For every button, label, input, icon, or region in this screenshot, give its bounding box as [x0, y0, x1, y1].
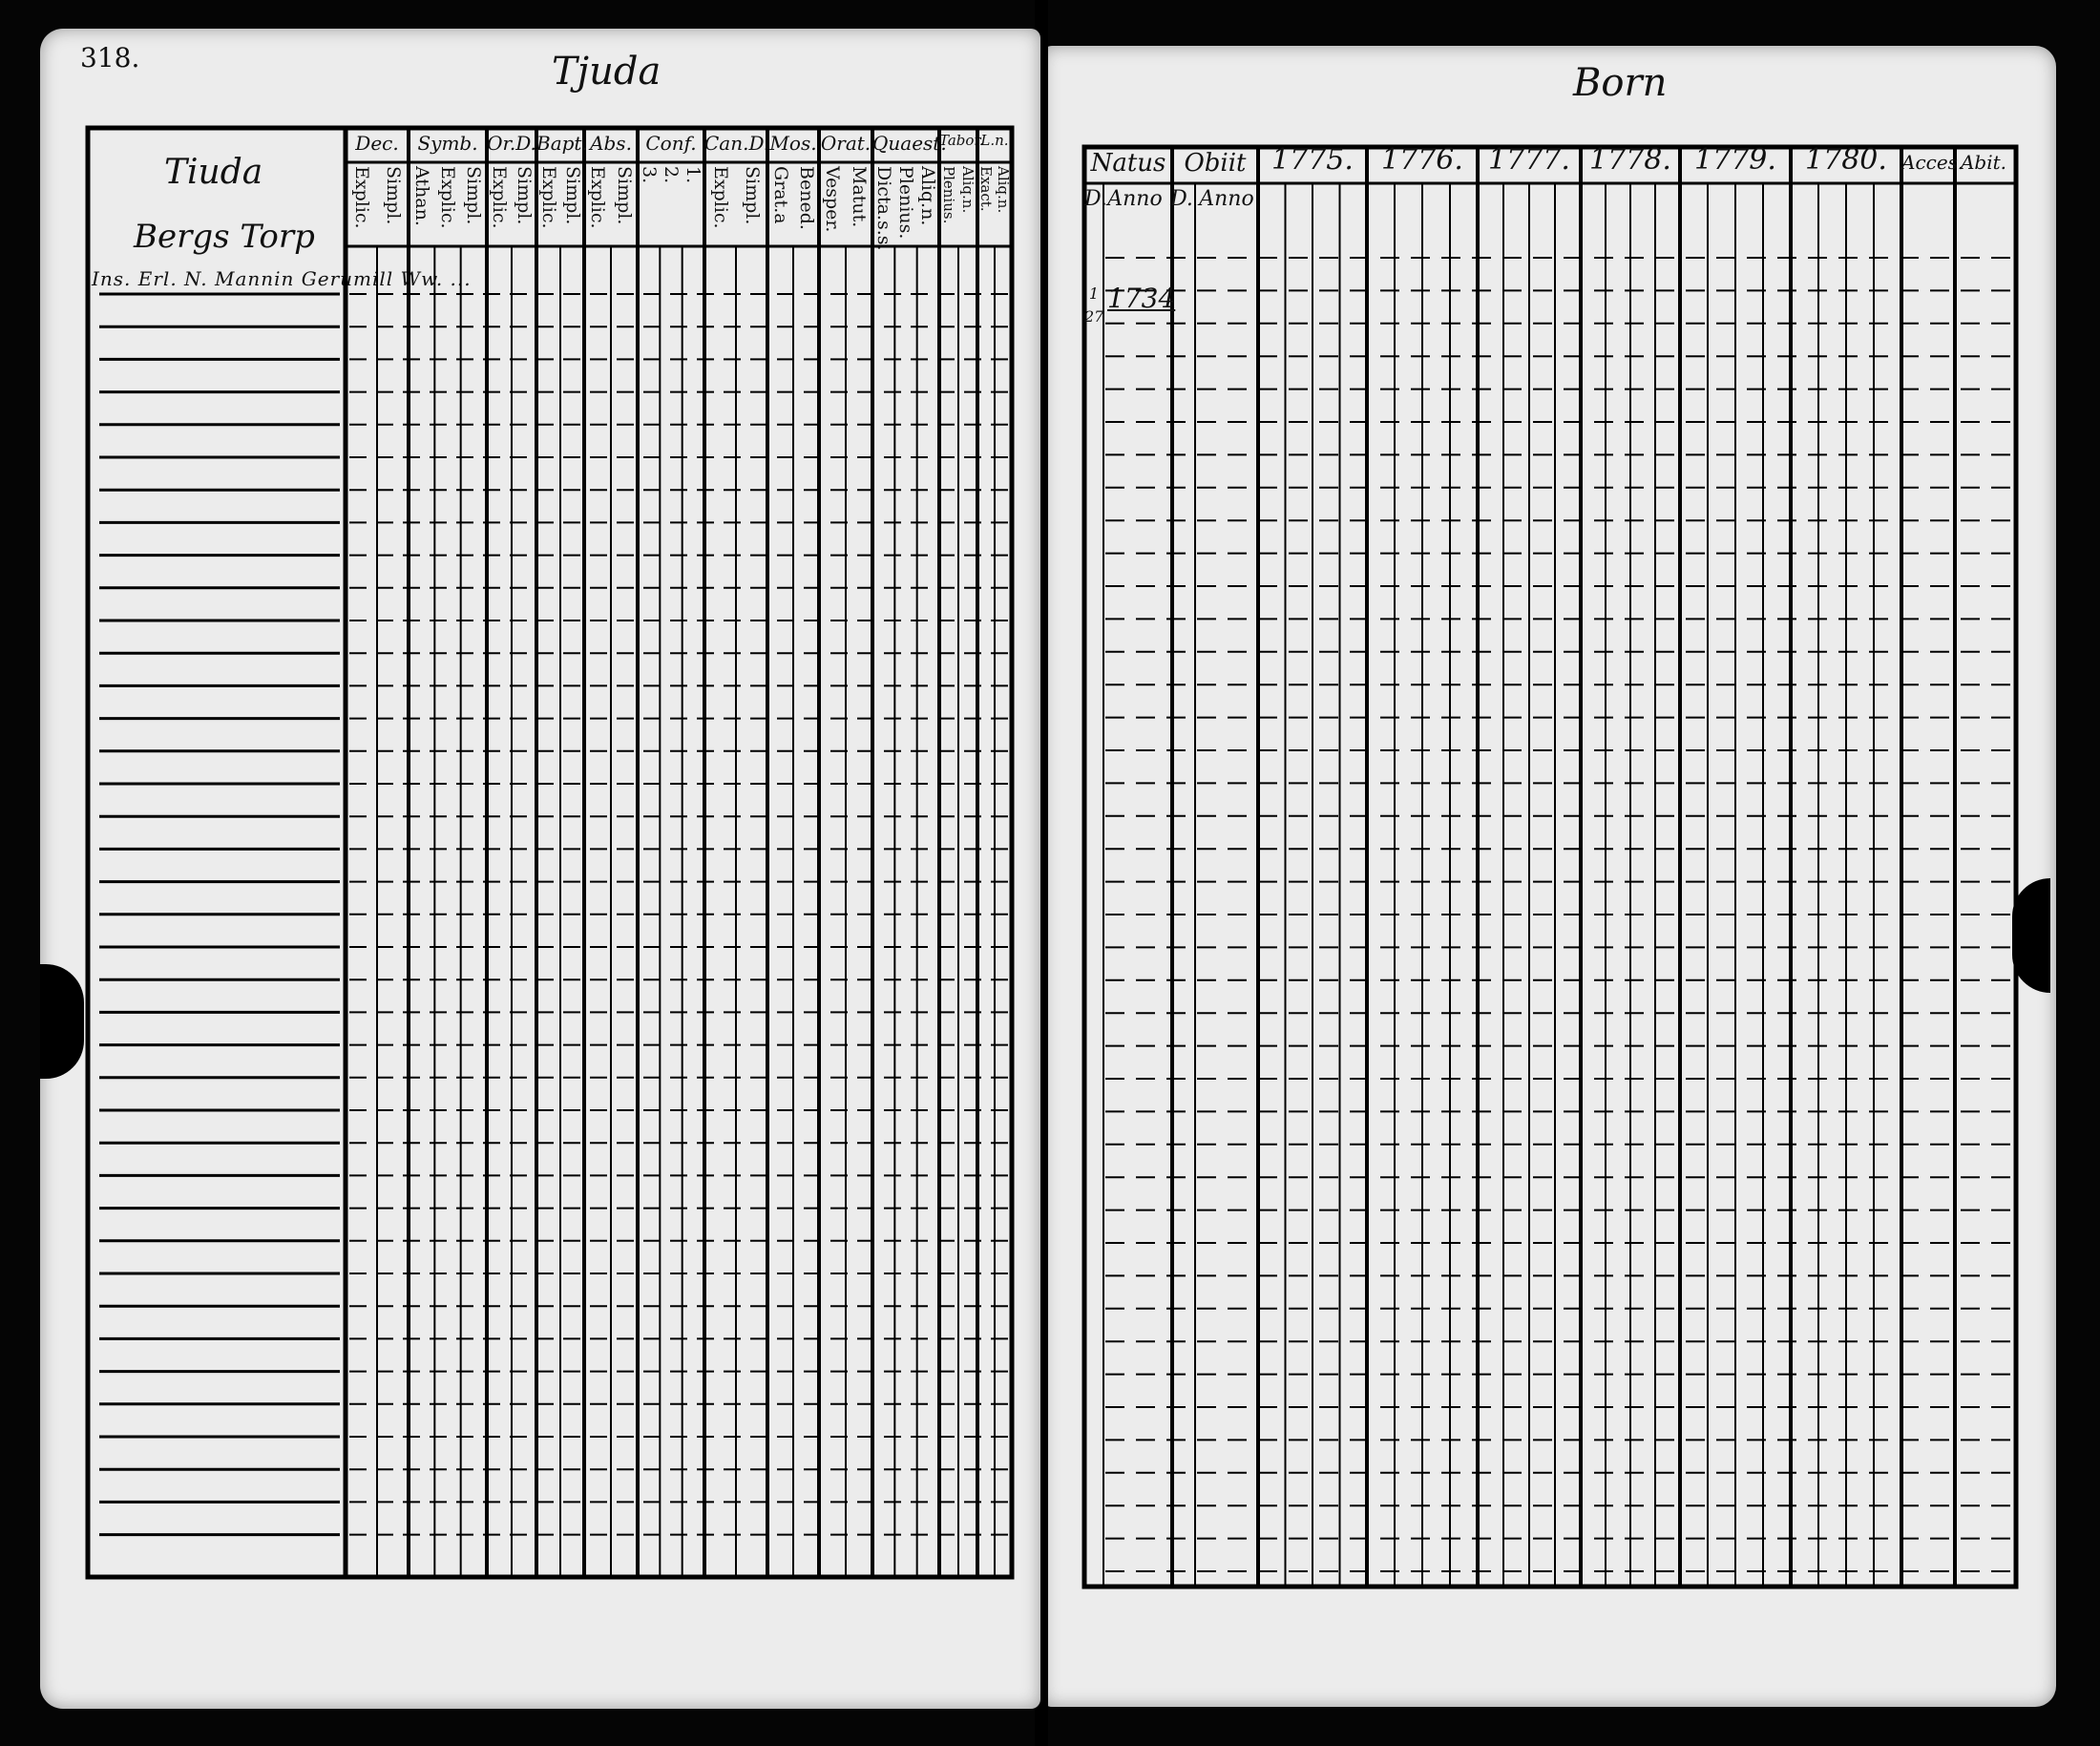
left-column-subheader: Exact. — [977, 166, 995, 212]
left-column-subheader: Plenius. — [895, 166, 916, 240]
left-column-subheader: Explic. — [437, 166, 458, 229]
left-column-subheader: Grat.a — [769, 166, 791, 224]
left-column-subheader: Aliq.n. — [995, 166, 1012, 214]
right-column-lines — [1103, 147, 1964, 1587]
abiit-header: Abit. — [1960, 151, 2007, 174]
obiit-header: Obiit — [1184, 149, 1247, 178]
place-title: Tiuda — [164, 153, 263, 192]
right-running-head: Born — [1573, 61, 1668, 105]
left-column-header: Mos. — [769, 132, 817, 155]
binding-hole-right — [2012, 878, 2050, 993]
left-column-subheader: Explic. — [587, 166, 608, 229]
year-header: 1775. — [1271, 143, 1354, 177]
left-running-head: Tjuda — [552, 50, 662, 94]
left-column-subheader: Simpl. — [382, 166, 404, 225]
left-column-subheader: Athan. — [410, 166, 432, 226]
entry-day-bottom: 27 — [1084, 307, 1104, 326]
left-column-header: Symb. — [417, 132, 478, 155]
left-column-subheader: Simpl. — [561, 166, 583, 225]
left-column-subheader: Explic. — [489, 166, 510, 229]
entry-day-top: 1 — [1088, 284, 1100, 303]
left-column-header: Bapt. — [536, 132, 588, 155]
place-subtitle: Bergs Torp — [134, 218, 315, 256]
right-row-lines — [1105, 258, 2012, 1571]
left-column-subheader: 3. — [638, 166, 660, 184]
left-column-subheader: Simpl. — [514, 166, 535, 225]
left-column-subheader: Explic. — [350, 166, 372, 229]
left-column-header: Dec. — [355, 132, 399, 155]
left-column-subheader: Simpl. — [463, 166, 485, 225]
year-header: 1777. — [1488, 143, 1570, 177]
year-header: 1778. — [1589, 143, 1671, 177]
left-column-subheader: Explic. — [537, 166, 559, 229]
left-column-subheader: Plenius. — [940, 166, 957, 224]
left-column-subheader: 1. — [682, 166, 704, 184]
left-column-header: Orat. — [820, 132, 872, 155]
left-column-header: Conf. — [645, 132, 697, 155]
left-column-header: Quaest. — [872, 132, 947, 155]
right-table-frame — [1084, 147, 2016, 1587]
accesserunt-header: Acces. — [1901, 151, 1964, 174]
left-column-subheader: Simpl. — [614, 166, 635, 225]
natus-day-header: D. — [1084, 187, 1107, 211]
left-column-subheader: Simpl. — [741, 166, 763, 225]
left-column-subheader: Matut. — [849, 166, 870, 228]
first-entry-text: Ins. Erl. N. Mannin Gerumill Ww. ... — [92, 267, 472, 290]
left-column-header: Abs. — [590, 132, 632, 155]
natus-header: Natus — [1090, 149, 1166, 178]
left-column-lines — [377, 128, 995, 1577]
page-number: 318. — [80, 42, 140, 74]
year-header: 1780. — [1805, 143, 1887, 177]
left-column-header: Tabor. — [939, 132, 984, 149]
left-column-header: L.n. — [980, 132, 1009, 149]
obiit-anno-header: Anno — [1199, 187, 1254, 211]
left-column-subheader: Aliq.n. — [917, 166, 939, 226]
left-column-header: Can.D. — [704, 132, 770, 155]
obiit-day-header: D. — [1170, 187, 1193, 211]
left-column-subheader: Vesper. — [822, 166, 843, 233]
left-column-subheader: Dicta.s.s. — [872, 166, 894, 251]
left-column-subheader: Aliq.n. — [959, 166, 976, 214]
entry-birth-year: 1734 — [1107, 283, 1176, 314]
natus-anno-header: Anno — [1107, 187, 1163, 211]
left-column-subheader: Explic. — [709, 166, 731, 229]
year-header: 1776. — [1381, 143, 1463, 177]
left-column-header: Or.D. — [487, 132, 536, 155]
left-column-subheader: Bened. — [795, 166, 817, 230]
left-column-subheader: 2. — [661, 166, 682, 184]
year-header: 1779. — [1694, 143, 1776, 177]
